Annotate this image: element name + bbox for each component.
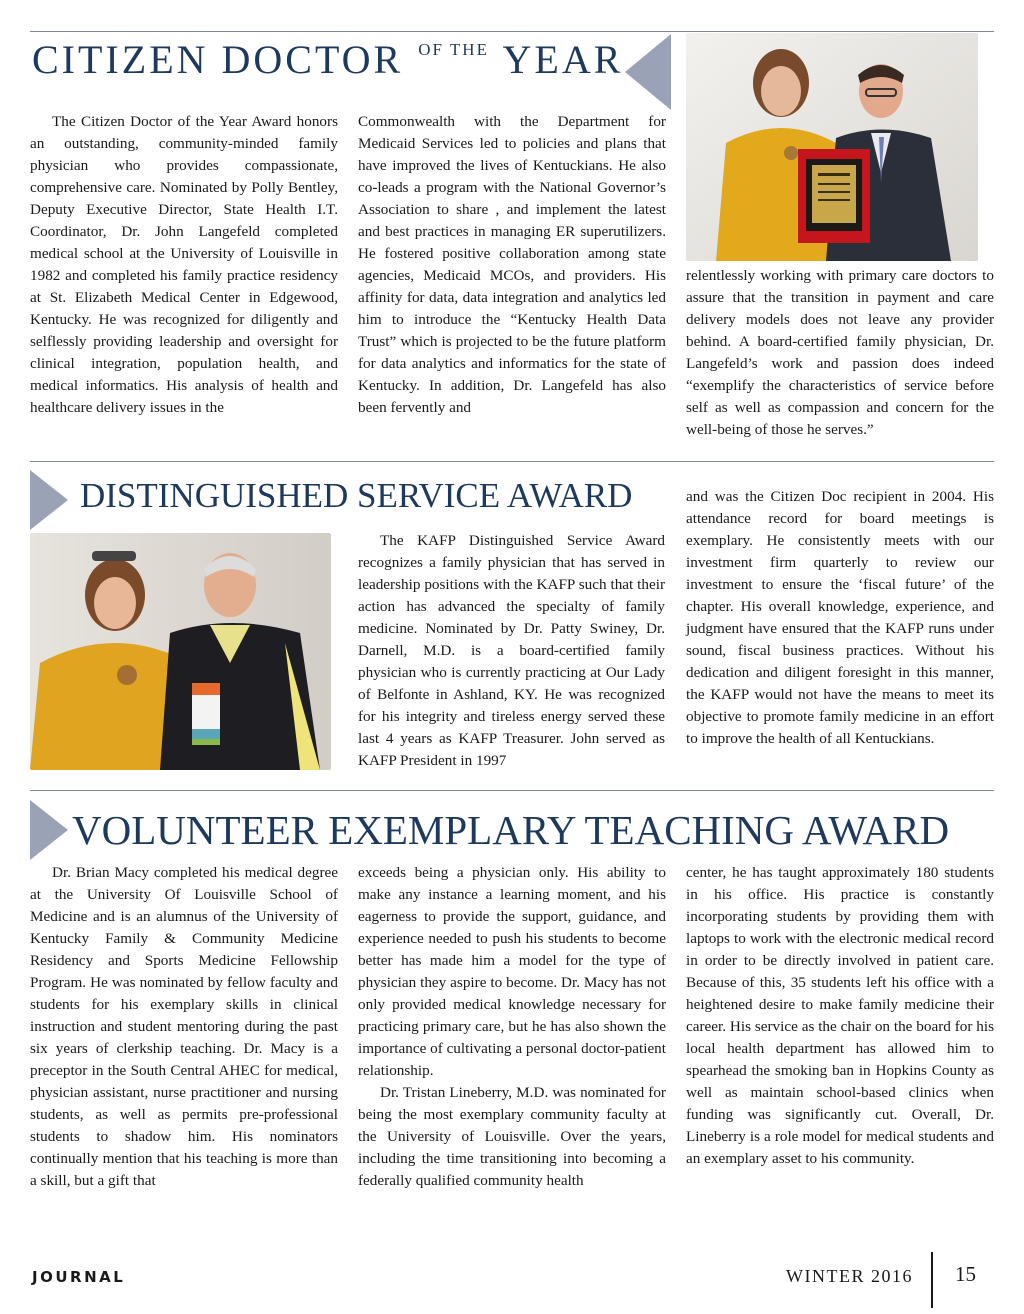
section-rule-2 [30,790,994,791]
section-title-citizen-doctor [32,36,623,83]
title-part-year: YEAR [502,37,624,82]
volunteer-teaching-paragraph-2: exceeds being a physician only. His ability to make any instance a learning moment, and his eagerness to provide the support, guidance, and experience needed to push his students to become better has made him a model for the type of physician they aspire to become. Dr. Macy has not only provided medical knowledge necessary for practicing primary care, but he has also shown the importance of cultivating a personal doctor-patient relationship. [358,864,666,1079]
section-title-volunteer-teaching: VOLUNTEER EXEMPLARY TEACHING AWARD [72,807,950,853]
top-rule [30,31,994,32]
citizen-doctor-column-1 [30,111,338,419]
distinguished-service-column-2 [358,530,665,772]
volunteer-teaching-paragraph-1: Dr. Brian Macy completed his medical degree at the University Of Louisville School of Medicine and is an alumnus of the University of Kentucky Family & Community Medicine Residency and Sports Medicine Fellowship Program. He was nominated by fellow faculty and students for his exemplary skills in clinical instruction and student mentoring during the past six years of clerkship teaching. Dr. Macy is a preceptor in the South Central AHEC for medical, physician assistant, nurse practitioner and nursing students, as well as permits pre-professional students to shadow him. His nominators continually mention that his teaching is more than a skill, but a gift that [30,864,338,1189]
decorative-triangle-right [30,470,68,530]
citizen-doctor-paragraph-2: Commonwealth with the Department for Medicaid Services led to policies and plans that have improved the lives of Kentuckians. He also co-leads a program with the National Governor’s Association to share , and implement the latest and best practices in managing ER superutilizers. He fostered positive collaboration among state agencies, Medicaid MCOs, and providers. His affinity for data, data integration and analytics led him to introduce the “Kentucky Health Data Trust” which is projected to be the future platform for data analytics and informatics for the state of Kentucky. In addition, Dr. Langefeld has also been fervently and [358,113,666,416]
distinguished-service-column-3 [686,486,994,750]
distinguished-service-award-photo [30,533,331,770]
volunteer-teaching-column-1 [30,862,338,1192]
citizen-doctor-award-photo [686,33,978,261]
award-photo-illustration-2 [30,533,331,770]
section-title-distinguished-service: DISTINGUISHED SERVICE AWARD [80,476,633,515]
title-part-of-the: OF THE [418,40,489,59]
section-rule-1 [30,461,994,462]
volunteer-teaching-column-2 [358,862,666,1192]
volunteer-teaching-column-3 [686,862,994,1170]
volunteer-teaching-paragraph-4: center, he has taught approximately 180 students in his office. His practice is constantly incorporating students by providing them with laptops to work with the electronic medical record in order to be directly involved in patient care. Because of this, 35 students left his office with a heightened desire to make family medicine their career. His service as the chair on the board for his local health department has allowed him to spearhead the smoking ban in Hopkins County as well as maintain school-based clinics when funding was significantly cut. Overall, Dr. Lineberry is a role model for medical students and an exemplary asset to his community. [686,864,994,1167]
footer-journal-name: JOURNAL [32,1268,126,1286]
citizen-doctor-paragraph-1: The Citizen Doctor of the Year Award honors an outstanding, community-minded family physician who provides compassionate, comprehensive care. Nominated by Polly Bentley, Deputy Executive Director, State Health I.T. Coordinator, Dr. John Langefeld completed medical school at the University of Louisville in 1982 and completed his family practice residency at St. Elizabeth Medical Center in Edgewood, Kentucky. He was recognized for diligently and selflessly providing leadership and oversight for clinical integration, population health, and medical informatics. His analysis of health and healthcare delivery issues in the [30,113,338,416]
citizen-doctor-column-3 [686,265,994,441]
footer-issue-season: WINTER 2016 [786,1266,913,1286]
distinguished-service-paragraph-2: and was the Citizen Doc recipient in 2004. His attendance record for board meetings is exemplary. He consistently meets with our investment firm quarterly to review our investment to ensure the ‘fiscal future’ of the chapter. His overall knowledge, experience, and judgment have ensured that the KAFP runs under sound, fiscal business practices. Without his dedication and diligent foresight in this manner, the KAFP would not have the means to meet its objective to promote family medicine in an effort to improve the health of all Kentuckians. [686,488,994,747]
footer-divider [931,1252,933,1308]
decorative-triangle-right-2 [30,800,68,860]
award-photo-illustration [686,33,978,261]
citizen-doctor-paragraph-3: relentlessly working with primary care doctors to assure that the transition in payment and care delivery models does not leave any provider behind. A board-certified family physician, Dr. Langefeld’s work and passion does indeed “exemplify the characteristics of service before self as well as compassion and concern for the well-being of those he serves.” [686,267,994,438]
decorative-triangle-left [625,34,671,110]
citizen-doctor-column-2 [358,111,666,419]
volunteer-teaching-paragraph-3: Dr. Tristan Lineberry, M.D. was nominated for being the most exemplary community faculty at the University of Louisville. Over the years, including the time transitioning into becoming a federally qualified community health [358,1084,666,1189]
footer-page-number: 15 [955,1262,976,1286]
title-part-citizen-doctor: CITIZEN DOCTOR [32,37,404,82]
distinguished-service-paragraph-1: The KAFP Distinguished Service Award recognizes a family physician that has served in leadership positions with the KAFP such that their action has advanced the specialty of family medicine. Nominated by Dr. Patty Swiney, Dr. Darnell, M.D. is a board-certified family physician who is currently practicing at Our Lady of Belfonte in Ashland, KY. He was recognized for his integrity and tireless energy served these last 4 years as KAFP Treasurer. John served as KAFP President in 1997 [358,532,665,769]
